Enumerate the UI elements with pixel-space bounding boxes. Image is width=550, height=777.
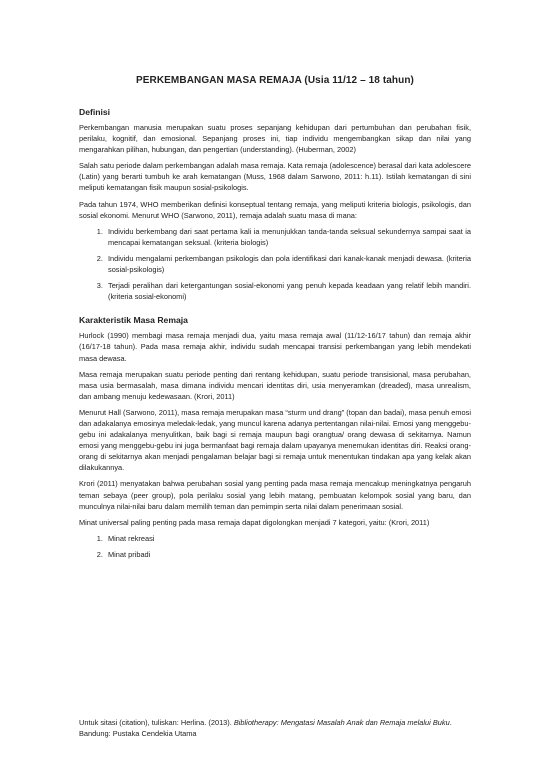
heading-definisi: Definisi [79, 107, 111, 117]
paragraph: Salah satu periode dalam perkembangan adalah masa remaja. Kata remaja (adolescence) berasal dari kata adolescere (Latin) yang berarti tumbuh ke arah kematangan (Muss, 1968 dalam Sarwono, 2011: h.11). Istilah kematangan di sini meliputi kematangan fisik maupun sosial-psikologis. [79, 161, 471, 193]
who-criteria-list [79, 226, 471, 303]
interest-list [79, 533, 471, 560]
list-item: 2. Minat pribadi [105, 549, 471, 560]
citation-footer [79, 717, 471, 739]
list-item: 2. Individu mengalami perkembangan psikologis dan pola identifikasi dari kanak-kanak menjadi dewasa. (kriteria sosial-psikologis) [105, 253, 471, 275]
citation-book-title: Bibliotherapy: Mengatasi Masalah Anak dan Remaja melalui Buku [233, 718, 450, 727]
paragraph: Perkembangan manusia merupakan suatu proses sepanjang kehidupan dari pertumbuhan dan perubahan fisik, perilaku, kognitif, dan emosional. Sepanjang proses ini, tiap individu mengembangkan sikap dan nilai yang mengarahkan pilihan, hubungan, dan pengertian (understanding). (Huberman, 2002) [79, 123, 471, 155]
paragraph: Hurlock (1990) membagi masa remaja menjadi dua, yaitu masa remaja awal (11/12-16/17 tahun) dan remaja akhir (16/17-18 tahun). Pada masa remaja akhir, individu sudah mencapai transisi perkembangan yang lebih mendekati masa dewasa. [79, 331, 471, 363]
paragraph: Menurut Hall (Sarwono, 2011), masa remaja merupakan masa “sturm und drang” (topan dan badai), masa penuh emosi dan adakalanya emosinya meledak-ledak, yang muncul karena adanya pertentangan nilai-nilai. Emosi yang menggebu-gebu ini adakalanya menyulitkan, baik bagi si remaja maupun bagi orangtua/ orang dewasa di sekitarnya. Namun emosi yang menggebu-gebu ini juga bermanfaat bagi remaja dalam upayanya menemukan identitas diri. Reaksi orang-orang di sekitarnya akan menjadi pengalaman belajar bagi si remaja untuk menentukan tindakan apa yang kelak akan dilakukannya. [79, 407, 471, 473]
document-body [79, 75, 471, 565]
document-title: PERKEMBANGAN MASA REMAJA (Usia 11/12 – 18 tahun) [135, 75, 414, 86]
paragraph: Pada tahun 1974, WHO memberikan definisi konseptual tentang remaja, yang meliputi kriteria biologis, psikologis, dan sosial ekonomi. Menurut WHO (Sarwono, 2011), remaja adalah suatu masa di mana: [79, 199, 471, 220]
heading-karakteristik: Karakteristik Masa Remaja [79, 315, 188, 326]
paragraph: Masa remaja merupakan suatu periode penting dari rentang kehidupan, suatu periode transisional, masa perubahan, masa usia bermasalah, masa dimana individu mencari identitas diri, usia menyeramkan (dreaded), masa unrealism, dan ambang menuju kedewasaan. (Krori, 2011) [79, 369, 471, 401]
paragraph: Krori (2011) menyatakan bahwa perubahan sosial yang penting pada masa remaja mencakup meningkatnya pengaruh teman sebaya (peer group), pola perilaku sosial yang lebih matang, pembuatan kelompok sosial yang baru, dan munculnya nilai-nilai baru dalam memilih teman dan pemimpin serta nilai dalam penerimaan sosial. [79, 479, 471, 511]
section-gap [79, 307, 471, 315]
citation-prefix: Untuk sitasi (citation), tuliskan: Herlina. (2013). [79, 718, 234, 727]
paragraph: Minat universal paling penting pada masa remaja dapat digolongkan menjadi 7 kategori, yaitu: (Krori, 2011) [79, 517, 430, 527]
citation-suffix: . Bandung: Pustaka Cendekia Utama [79, 718, 452, 739]
list-item: 1. Minat rekreasi [105, 533, 471, 544]
list-item: 1. Individu berkembang dari saat pertama kali ia menunjukkan tanda-tanda seksual sekundernya sampai saat ia mencapai kematangan seksual. (kriteria biologis) [105, 226, 471, 248]
list-item: 3. Terjadi peralihan dari ketergantungan sosial-ekonomi yang penuh kepada keadaan yang relatif lebih mandiri. (kriteria sosial-ekonomi) [105, 280, 471, 302]
